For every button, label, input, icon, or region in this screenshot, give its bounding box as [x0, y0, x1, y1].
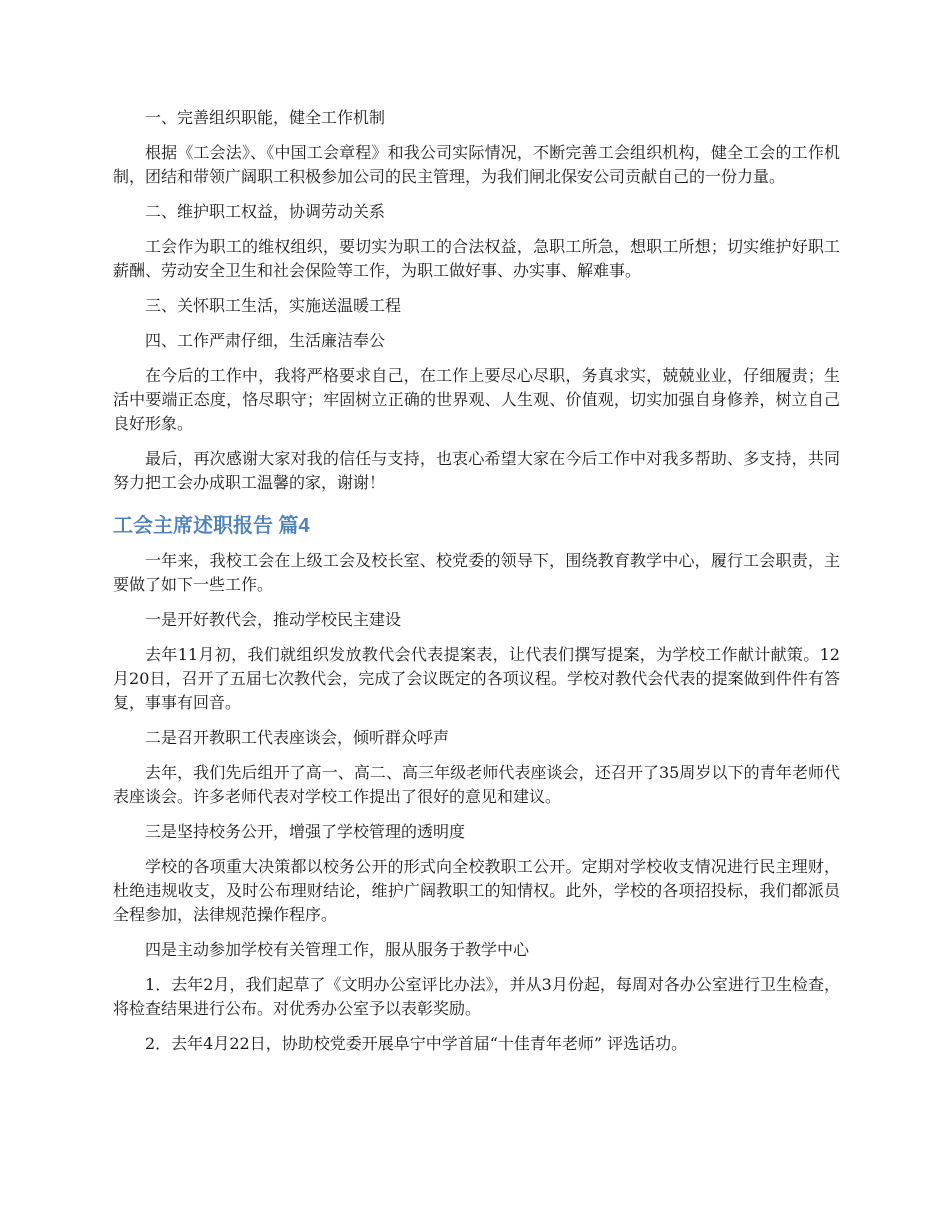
list-item: 1．去年2月，我们起草了《文明办公室评比办法》，并从3月份起，每周对各办公室进行卫生检查，将检查结果进行公布。对优秀办公室予以表彰奖励。 [113, 975, 840, 1018]
section-heading: 工会主席述职报告 篇4 [113, 515, 310, 537]
subheading: 四、工作严肃仔细，生活廉洁奉公 [145, 331, 386, 350]
paragraph: 去年，我们先后组开了高一、高二、高三年级老师代表座谈会，还召开了35周岁以下的青年老师代表座谈会。许多老师代表对学校工作提出了很好的意见和建议。 [113, 763, 840, 806]
paragraph: 最后，再次感谢大家对我的信任与支持，也衷心希望大家在今后工作中对我多帮助、多支持，共同努力把工会办成职工温馨的家，谢谢！ [113, 449, 840, 492]
paragraph: 一年来，我校工会在上级工会及校长室、校党委的领导下，围绕教育教学中心，履行工会职责，主要做了如下一些工作。 [113, 551, 840, 594]
subheading: 一、完善组织职能，健全工作机制 [145, 108, 386, 127]
subheading: 二、维护职工权益，协调劳动关系 [145, 202, 386, 221]
document-page [113, 106, 840, 1067]
list-item: 2．去年4月22日，协助校党委开展阜宁中学首届“十佳青年老师” 评选话功。 [145, 1034, 688, 1053]
subheading: 三、关怀职工生活，实施送温暖工程 [145, 296, 402, 315]
paragraph: 在今后的工作中，我将严格要求自己，在工作上要尽心尽职，务真求实，兢兢业业，仔细履责；生活中要端正态度，恪尽职守；牢固树立正确的世界观、人生观、价值观，切实加强自身修养，树立自己良好形象。 [113, 366, 840, 433]
paragraph: 根据《工会法》、《中国工会章程》和我公司实际情况，不断完善工会组织机构，健全工会的工作机制，团结和带领广阔职工积极参加公司的民主管理，为我们闸北保安公司贡献自己的一份力量。 [113, 143, 840, 186]
paragraph: 学校的各项重大决策都以校务公开的形式向全校教职工公开。定期对学校收支情况进行民主理财，杜绝违规收支，及时公布理财结论，维护广阔教职工的知情权。此外，学校的各项招投标，我们都派员全程参加，法律规范操作程序。 [113, 857, 840, 924]
subheading: 一是开好教代会，推动学校民主建设 [145, 610, 402, 629]
subheading: 三是坚持校务公开，增强了学校管理的透明度 [145, 822, 466, 841]
paragraph: 工会作为职工的维权组织，要切实为职工的合法权益，急职工所急，想职工所想；切实维护好职工薪酬、劳动安全卫生和社会保险等工作，为职工做好事、办实事、解难事。 [113, 237, 840, 280]
subheading: 二是召开教职工代表座谈会，倾听群众呼声 [145, 728, 450, 747]
subheading: 四是主动参加学校有关管理工作，服从服务于教学中心 [145, 940, 530, 959]
paragraph: 去年11月初，我们就组织发放教代会代表提案表，让代表们撰写提案，为学校工作献计献策。12月20日，召开了五届七次教代会，完成了会议既定的各项议程。学校对教代会代表的提案做到件件有答复，事事有回音。 [113, 645, 840, 712]
